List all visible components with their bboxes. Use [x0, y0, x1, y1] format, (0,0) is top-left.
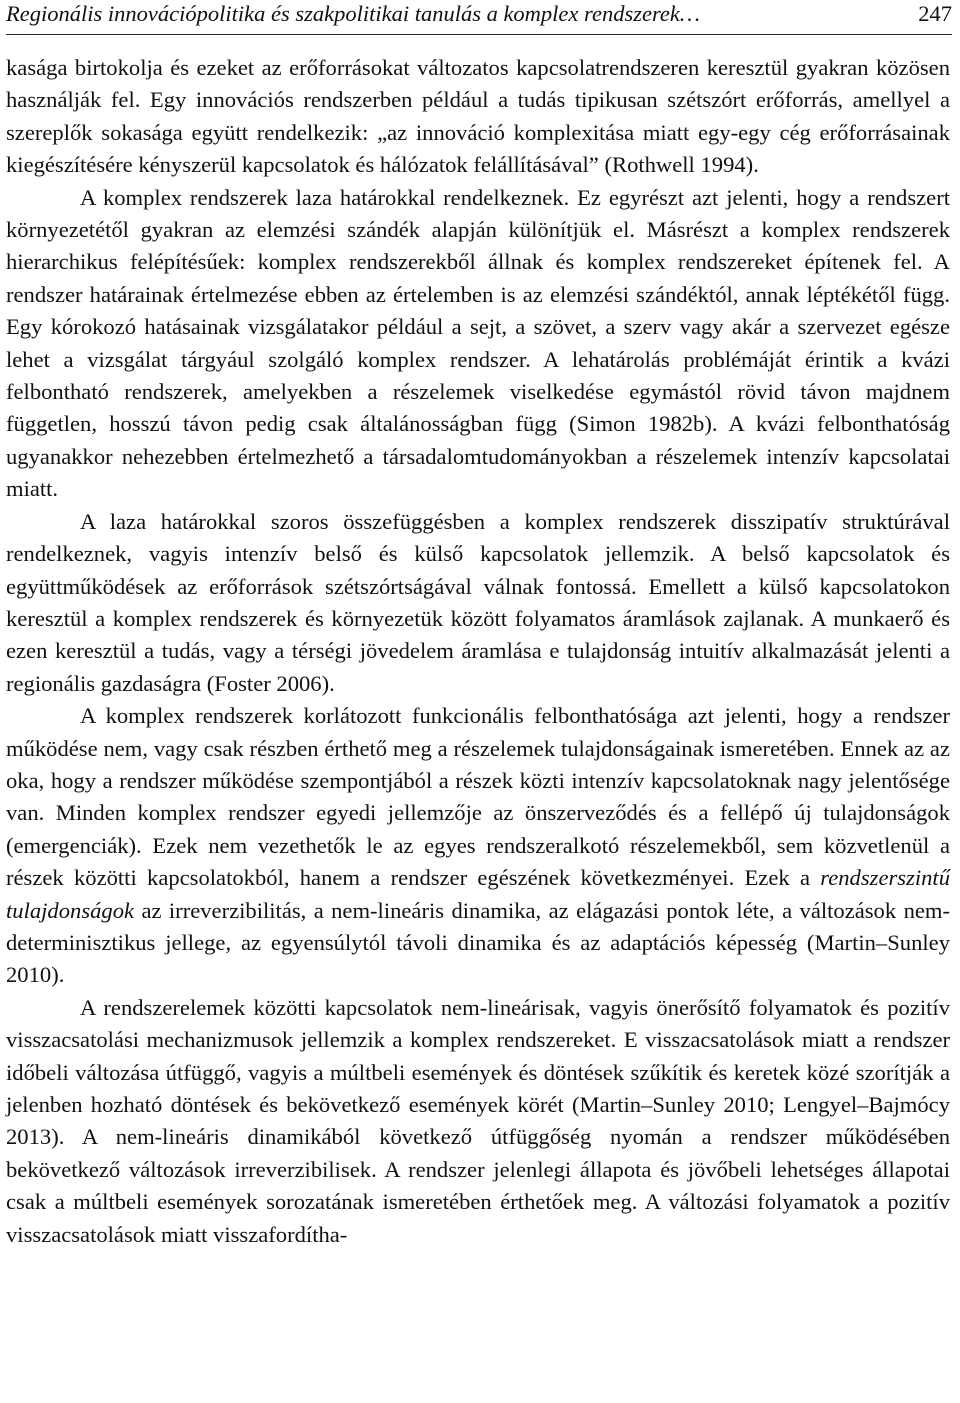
page-number: 247	[918, 1, 952, 26]
paragraph-text: A komplex rendszerek korlátozott funkcionális felbonthatósága azt jelenti, hogy a rendszer működése nem, vagy csak részben érthető meg a részelemek tulajdonságainak ismeretében. Ennek az az oka, hogy a rendszer működése szempontjából a részek közti intenzív kapcsolatoknak nagy jelentősége van. Minden komplex rendszer egyedi jellemzője az önszerveződés és a fellépő új tulajdonságok (emergenciák). Ezek nem vezethetők le az egyes rendszeralkotó részelemekből, sem közvetlenül a részek közötti kapcsolatokból, hanem a rendszer egészének következményei. Ezek a	[6, 703, 950, 891]
running-title: Regionális innovációpolitika és szakpolitikai tanulás a komplex rendszerek…	[6, 1, 700, 26]
paragraph	[6, 700, 950, 992]
paragraph	[6, 992, 950, 1251]
paragraph-text: A laza határokkal szoros összefüggésben a komplex rendszerek disszipatív struktúrával rendelkeznek, vagyis intenzív belső és külső kapcsolatok jellemzik. A belső kapcsolatok és együttműködések az erőforrások szétszórtságával válnak fontossá. Emellett a külső kapcsolatokon keresztül a komplex rendszerek és környezetük között folyamatos áramlások zajlanak. A munkaerő és ezen keresztül a tudás, vagy a térségi jövedelem áramlása e tulajdonság intuitív alkalmazását jelenti a regionális gazdaságra (Foster 2006).	[6, 508, 950, 696]
emphasis-term: rendszerszintű tulajdonságok	[6, 865, 950, 923]
paragraph	[6, 182, 950, 506]
paragraph-text: A komplex rendszerek laza határokkal rendelkeznek. Ez egyrészt azt jelenti, hogy a rendszert környezetétől gyakran az elemzési szándék alapján különítjük el. Másrészt a komplex rendszerek hierarchikus felépítésűek: komplex rendszerekből állnak és komplex rendszereket építenek fel. A rendszer határainak értelmezése ebben az értelemben is az elemzési szándéktól, annak léptékétől függ. Egy kórokozó hatásainak vizsgálatakor például a sejt, a szövet, a szerv vagy akár a szervezet egésze lehet a vizsgálat tárgyául szolgáló komplex rendszer. A lehatárolás problémáját érintik a kvázi felbontható rendszerek, amelyekben a részelemek viselkedése egymástól rövid távon majdnem független, hosszú távon pedig csak általánosságban függ (Simon 1982b). A kvázi felbonthatóság ugyanakkor nehezebben értelmezhető a társadalomtudományokban a részelemek intenzív kapcsolatai miatt.	[6, 184, 950, 502]
paragraph-continued	[6, 52, 950, 182]
paragraph-text: az irreverzibilitás, a nem-lineáris dinamika, az elágazási pontok léte, a változások nem-determinisztikus jellege, az egyensúlytól távoli dinamika és az adaptációs képesség (Martin–Sunley 2010).	[6, 897, 950, 988]
paragraph-text: A rendszerelemek közötti kapcsolatok nem-lineárisak, vagyis önerősítő folyamatok és pozitív visszacsatolási mechanizmusok jellemzik a komplex rendszereket. E visszacsatolások miatt a rendszer időbeli változása útfüggő, vagyis a múltbeli események és döntések szűkítik és keretek közé szorítják a jelenben hozható döntések és bekövetkező események körét (Martin–Sunley 2010; Lengyel–Bajmócy 2013). A nem-lineáris dinamikából következő útfüggőség nyomán a rendszer működésében bekövetkező változások irreverzibilisek. A rendszer jelenlegi állapota és jövőbeli lehetséges állapotai csak a múltbeli események sorozatának ismeretében érthetőek meg. A változási folyamatok a pozitív visszacsatolások miatt visszafordítha-	[6, 994, 950, 1247]
body-text	[6, 52, 950, 1251]
paragraph-text: kasága birtokolja és ezeket az erőforrásokat változatos kapcsolatrendszeren keresztül gyakran közösen használják fel. Egy innovációs rendszerben például a tudás tipikusan szétszórt erőforrás, amellyel a szereplők sokasága együtt rendelkezik: „az innováció komplexitása miatt egy-egy cég erőforrásainak kiegészítésére kényszerül kapcsolatok és hálózatok felállításával” (Rothwell 1994).	[6, 55, 950, 178]
running-header	[6, 0, 952, 35]
paragraph	[6, 506, 950, 700]
